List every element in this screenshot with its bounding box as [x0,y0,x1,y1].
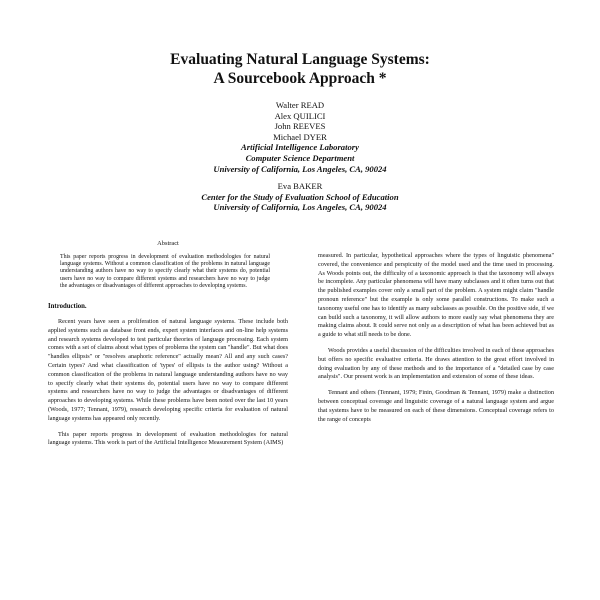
author-block [0,100,600,213]
author-name: Walter READ [275,100,325,110]
paper-title [0,50,600,88]
second-author-center: Center for the Study of Evaluation School of Education [201,191,399,202]
title-line-1: Evaluating Natural Language Systems: [170,51,430,68]
introduction-paragraph-2: This paper reports progress in development of evaluation methodologies for natural language systems. This work is part of the Artificial Intelligence Measurement System (AIMS) [48,430,288,447]
author-name: Alex QUILICI [274,110,326,121]
introduction-paragraph-1: Recent years have seen a proliferation of natural language systems. These include both applied systems such as database front ends, expert system interfaces and on-line help systems and research systems developed to test particular theories of language processing. Each system comes with a set of claims about what types of problems the system can "handle". But what does "handles ellipsis" or "resolves anaphoric reference" actually mean? All and any such cases? Certain types? And what classification of 'types' of ellipsis is the author using? Without a common classification of the problems in natural language understanding authors have no way to specify clearly what their systems do, potential users have no way to compare different systems and researchers have no way to judge the advantages or disadvantages of different approaches to developing systems. While these problems have been noted over the last 10 years (Woods, 1977; Tennant, 1979), research developing specific criteria for evaluation of natural language systems has appeared only recently. [48,318,288,422]
introduction-heading: Introduction. [48,303,87,311]
second-author-name: Eva BAKER [277,181,323,192]
right-paragraph-3: Tennant and others (Tennant, 1979; Finin, Goodman & Tennant, 1979) make a distinction between conceptual coverage and linguistic coverage of a natural language system and argue that systems have to be measured on each of these dimensions. Conceptual coverage refers to the range of concepts [318,389,554,423]
author-department: Computer Science Department [245,152,355,163]
right-paragraph-1: measured. In particular, hypothetical approaches where the types of linguistic phenomena" covered, the convenience and perspicuity of the model used and the time used in processing. As Woods points out, the difficulty of a taxonomic approach is that the taxonomy will always be incomplete. Any particular phenomena will have many subclasses and it often turns out that the published examples cover only a small part of the problem. A system might claim "handle pronoun reference" but the example is only some parallel constructions. To make such a taxonomy useful one has to identify as many subclasses as possible. On the positive side, if we can build such a taxonomy, it will allow authors to more easily say what phenomena they are making claims about. It could serve not only as a description of what has been achieved but as a guide to what still needs to be done. [318,252,554,339]
author-name: Michael DYER [273,131,327,142]
author-university: University of California, Los Angeles, CA, 90024 [213,163,387,174]
title-line-2: A Sourcebook Approach * [213,70,387,87]
right-column [318,252,554,431]
abstract-heading: Abstract [157,240,179,247]
second-author-university: University of California, Los Angeles, CA, 90024 [213,202,387,213]
right-paragraph-2: Woods provides a useful discussion of the difficulties involved in each of these approaches but offers no specific evaluative criteria. He draws attention to the great effort involved in doing evaluation by any of these methods and to the importance of a "detailed case by case analysis". Our present work is an implementation and extension of some of these ideas. [318,346,554,381]
author-name: John REEVES [274,121,326,132]
author-lab: Artificial Intelligence Laboratory [241,142,359,153]
left-column [48,240,288,455]
abstract-text: This paper reports progress in development of evaluation methodologies for natural language systems. Without a common classification of the problems in natural language understanding authors have no way to specify clearly what their systems do, potential users have no way to compare different systems and researchers have no way to judge the advantages or disadvantages of different approaches to developing systems. [60,253,270,289]
